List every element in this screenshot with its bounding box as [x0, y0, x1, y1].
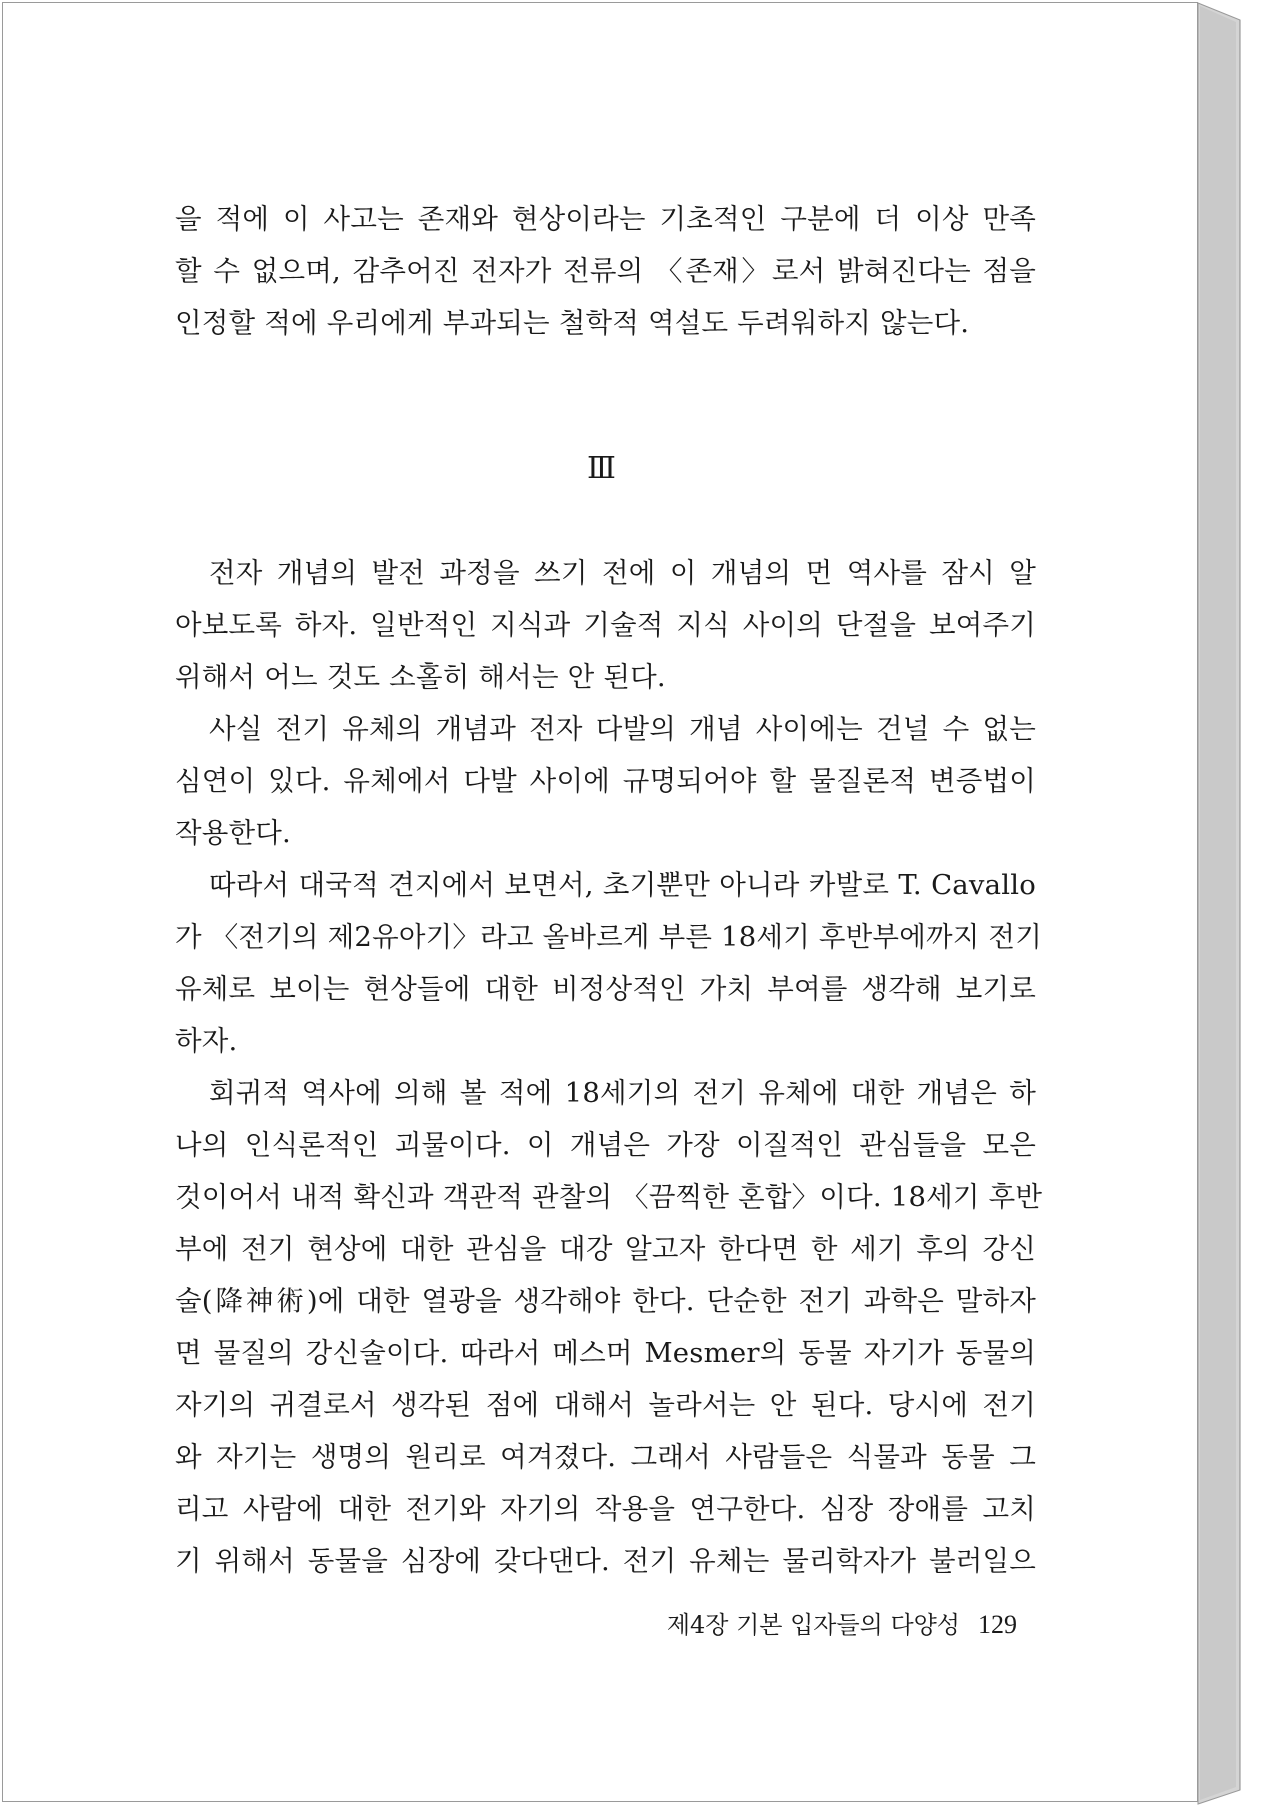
text-line: 나의 인식론적인 괴물이다. 이 개념은 가장 이질적인 관심들을 모은 [175, 1129, 1036, 1161]
text-line: 부에 전기 현상에 대한 관심을 대강 알고자 한다면 한 세기 후의 강신 [175, 1233, 1036, 1265]
text-line: 면 물질의 강신술이다. 따라서 메스머 Mesmer의 동물 자기가 동물의 [175, 1337, 1036, 1369]
text-line: 아보도록 하자. 일반적인 지식과 기술적 지식 사이의 단절을 보여주기 [175, 609, 1036, 641]
page-footer [667, 1605, 1017, 1640]
text-line: 자기의 귀결로서 생각된 점에 대해서 놀라서는 안 된다. 당시에 전기 [175, 1389, 1036, 1421]
text-line: 회귀적 역사에 의해 볼 적에 18세기의 전기 유체에 대한 개념은 하 [209, 1077, 1036, 1109]
text-line: 사실 전기 유체의 개념과 전자 다발의 개념 사이에는 건널 수 없는 [209, 713, 1036, 745]
text-line: 리고 사람에 대한 전기와 자기의 작용을 연구한다. 심장 장애를 고치 [175, 1493, 1036, 1525]
text-line: 하자. [175, 1025, 238, 1057]
text-line: 을 적에 이 사고는 존재와 현상이라는 기초적인 구분에 더 이상 만족 [175, 203, 1036, 235]
book-page [2, 2, 1198, 1802]
text-line: 유체로 보이는 현상들에 대한 비정상적인 가치 부여를 생각해 보기로 [175, 973, 1036, 1005]
text-line: 전자 개념의 발전 과정을 쓰기 전에 이 개념의 먼 역사를 잠시 알 [209, 557, 1036, 589]
text-line: 따라서 대국적 견지에서 보면서, 초기뿐만 아니라 카발로 T. Cavallo [209, 869, 1036, 901]
running-footer-chapter: 제4장 기본 입자들의 다양성 [666, 1611, 960, 1639]
text-line: 할 수 없으며, 감추어진 전자가 전류의 〈존재〉로서 밝혀진다는 점을 [175, 255, 1036, 287]
text-line: 작용한다. [175, 817, 292, 849]
text-line: 심연이 있다. 유체에서 다발 사이에 규명되어야 할 물질론적 변증법이 [175, 765, 1036, 797]
text-line: 위해서 어느 것도 소홀히 해서는 안 된다. [175, 661, 666, 693]
text-line: 인정할 적에 우리에게 부과되는 철학적 역설도 두려워하지 않는다. [175, 307, 970, 339]
text-line: 가 〈전기의 제2유아기〉라고 올바르게 부른 18세기 후반부에까지 전기 [175, 921, 1042, 953]
page-number: 129 [978, 1610, 1017, 1639]
text-line: 것이어서 내적 확신과 객관적 관찰의 〈끔찍한 혼합〉이다. 18세기 후반 [175, 1181, 1043, 1213]
section-number: Ⅲ [587, 452, 615, 485]
text-line: 기 위해서 동물을 심장에 갖다댄다. 전기 유체는 물리학자가 불러일으 [175, 1545, 1036, 1577]
text-line: 술(降神術)에 대한 열광을 생각해야 한다. 단순한 전기 과학은 말하자 [175, 1285, 1036, 1317]
text-line: 와 자기는 생명의 원리로 여겨졌다. 그래서 사람들은 식물과 동물 그 [175, 1441, 1036, 1473]
